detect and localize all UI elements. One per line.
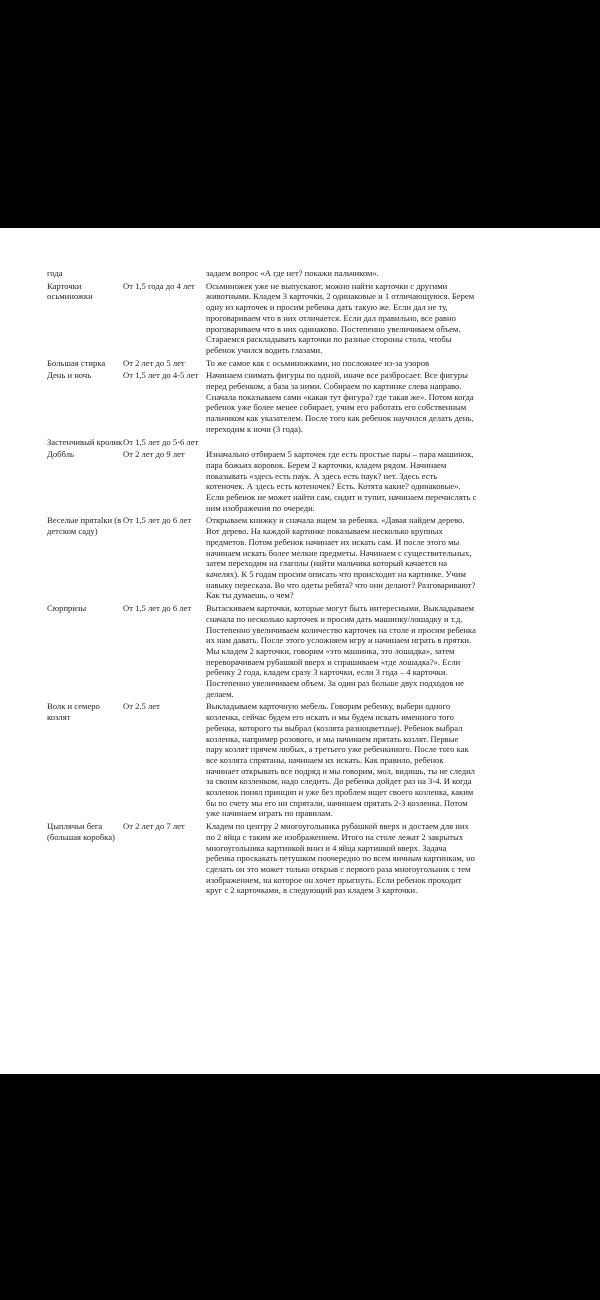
table-row: [47, 437, 477, 450]
table-row: [47, 603, 477, 701]
game-description: Изначально отбираем 5 карточек где есть простые пары – пара машинок, пара божьих коровок. Берем 2 карточки, кладем рядом. Начинаем показывать «здесь есть паук. А здесь есть паук? нет. Здесь есть котеночек. А здесь есть котеночек? Есть. Котята какие? одинаковые». Если ребенок не может найти сам, сидит и тупит, начинаем перечислять с ним изображения по очереди.: [206, 449, 477, 513]
game-description: Начинаем снимать фигуры по одной, иначе все разбросает. Все фигуры перед ребенком, а база за ними. Собираем по картинке слева направо. Сначала показываем сами «какая тут фигура? где такая же». Потом когда ребенок уже более менее собирает, учим его работать его собственным пальчиком как указателем. После того как ребенок научился делать день, переходим к ночи (3 года).: [206, 370, 474, 434]
games-table: [47, 268, 477, 898]
table-row: [47, 515, 477, 603]
table-row: [47, 821, 477, 898]
table-row: [47, 370, 477, 436]
game-description: задаем вопрос «А где нет? покажи пальчиком».: [206, 268, 379, 278]
table-row: [47, 358, 477, 371]
table-row: [47, 268, 477, 281]
game-name: Сюрпризы: [47, 603, 87, 614]
table-row: [47, 701, 477, 821]
game-description: Кладем по центру 2 многоугольника рубашкой вверх и достаем для них по 2 яйца с таким же изображением. Итого на столе лежат 2 закрытых многоугольника картинкой вниз и 4 яйца картинкой вверх. Задача ребенка проскакать петушком поочередно по всем яичным картинкам, но сделать он это может только открыв с первого раза многоугольник с тем изображением, на которое он хочет прыгнуть. Если ребенок проходит круг с 2 карточками, в следующий раз кладем 3 карточки.: [206, 821, 475, 896]
age-range: От 1,5 года до 4 лет: [123, 280, 195, 291]
age-range: От 1,5 лет до 4-5 лет: [123, 370, 199, 381]
game-description: То же самое как с осьминожками, но посложнее из-за узоров: [206, 357, 430, 368]
game-description: Вытаскиваем карточки, которые могут быть интересными. Выкладываем сначала по несколько карточек и просим дать машинку/лошадку и т.д. Постепенно увеличиваем количество карточек на столе и просим ребенка их нам давать. После этого усложняем игру и начинаем играть в прятки. Мы кладем 2 карточки, говорим «это машинка, это лошадка», затем переворачиваем рубашкой вверх и спрашиваем «где лошадка?». Если ребенку 2 года, кладем сразу 3 карточки, если 3 года – 4 карточки. Постепенно увеличиваем объем. За один раз больше двух подходов не делаем.: [206, 603, 476, 699]
game-name: года: [47, 268, 63, 278]
table-row: [47, 281, 477, 358]
game-name: Застенчивый кролик: [47, 436, 123, 447]
table-row: [47, 449, 477, 515]
game-description: Выкладываем карточную мебель. Говорим ребенку, выбери одного козленка, сейчас будем его искать и мы будем искать именного того ребенка, которого ты выбрал (козлята разноцветные). Ребенок выбрал козленка, например розового, и мы начинаем прятать козлят. Первые пару козлят прячем любых, а третьего уже ребенкиного. После того как все козлята спрятаны, начинаем их искать. Как правило, ребенок начинает открывать все подряд и мы говорим, мол, видишь, ты не следил за своим козленком, надо следить. До ребенка дойдет раз на 3-4. И когда козленок понял принцип и уже без проблем ищет своего козленка, каким бы по счету мы его ни спрятали, начинаем прятать 2-3 козленка. Потом уже начинаем играть по правилам.: [206, 701, 475, 819]
age-range: [123, 268, 206, 281]
game-description: Открываем книжку и сначала ищем за ребенка. «Давая найдем дерево. Вот дерево. На каждой картинке показываем несколько крупных предметов. Потом ребенок начинает их искать сам. И после этого мы начинаем искать более мелкие предметы. Начинаем с существительных, затем переходим на глаголы (найти мальчика который качается на качелях). К 5 годам просим описать что происходит на картинке. Учим навыку пересказа. Во что одеты ребята? что они делают? Разговаривают? Как ты думаешь, о чем?: [206, 515, 476, 601]
age-range: От 1,5 лет до 5-6 лет: [123, 436, 199, 447]
age-range: От 2 лет до 7 лет: [123, 821, 185, 832]
game-name: Цыплячьи бега (большая коробка): [47, 821, 115, 842]
game-name: Карточки осьминожки: [47, 280, 93, 302]
game-name: День и ночь: [47, 370, 92, 381]
game-name: Веселые прятalки (в детском саду): [47, 515, 122, 537]
game-description: [206, 437, 477, 450]
game-name: Большая стирка: [47, 357, 106, 368]
document-page: [0, 228, 600, 1074]
game-description: Осьминожек уже не выпускают, можно найти карточки с другими животными. Кладем 3 карточки, 2 одинаковые и 1 отличающуюся. Берем одну из карточек и просим ребенка дать такую же. Если дал не ту, проговариваем что в них отличается. Если дал правильно, все равно проговариваем что в них одинаково. Постепенно увеличиваем объем. Стараемся раскладывать карточки по разные стороны стола, чтобы ребенок учился водить глазами.: [206, 280, 475, 355]
age-range: От 1,5 лет до 6 лет: [123, 515, 192, 526]
age-range: От 1,5 лет до 6 лет: [123, 603, 192, 614]
age-range: От 2 лет до 9 лет: [123, 449, 185, 460]
game-name: Доббль: [47, 449, 74, 460]
game-name: Волк и семеро козлят: [47, 701, 100, 723]
age-range: От 2.5 лет: [123, 701, 160, 712]
age-range: От 2 лет до 5 лет: [123, 357, 185, 368]
